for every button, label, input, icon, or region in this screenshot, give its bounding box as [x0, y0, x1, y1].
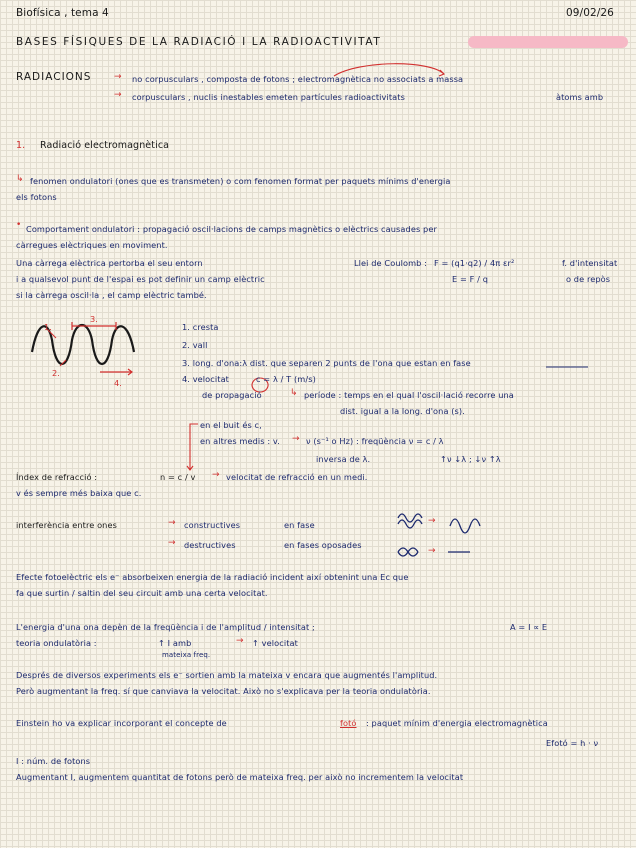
after-line2: Però augmentant la freq. sí que canviava la velocitat. Això no s'explicava per la teoria ondulatòria.	[16, 686, 431, 696]
arrow-icon: →	[236, 636, 244, 646]
refraction-formula: n = c / v	[160, 472, 196, 482]
foto-word: fotó	[340, 718, 357, 728]
destructive-desc: en fases oposades	[284, 540, 362, 550]
arrow-icon: →	[292, 434, 300, 444]
radiacions-line1: no corpusculars , composta de fotons ; electromagnètica no associats a massa	[132, 74, 464, 84]
constructive-desc: en fase	[284, 520, 315, 530]
inverse-text: inversa de λ.	[316, 454, 371, 464]
energy-line2d: ↑ velocitat	[252, 638, 298, 648]
wave-label-2: 2.	[52, 368, 61, 378]
section1-number: 1.	[16, 140, 26, 151]
wave-item-1: 1. cresta	[182, 322, 219, 332]
arrow-icon: →	[168, 538, 176, 548]
after-line1: Després de diversos experiments els e⁻ sortien amb la mateixa v encara que augmentés l'amplitud.	[16, 670, 438, 680]
frequency-text: ν (s⁻¹ o Hz) : freqüència ν = c / λ	[306, 436, 444, 446]
coulomb-formula: F = (q1·q2) / 4π εr²	[434, 258, 515, 268]
relations-text: ↑ν ↓λ ; ↓ν ↑λ	[440, 454, 501, 464]
period-text2: dist. igual a la long. d'ona (s).	[340, 406, 465, 416]
arrow-icon: →	[168, 518, 176, 528]
other-media-text: en altres medis : v.	[200, 436, 280, 446]
destructive-label: destructives	[184, 540, 236, 550]
arrow-icon: ↳	[16, 174, 24, 184]
wave-label-1: 1.	[44, 322, 53, 332]
arrow-icon: →	[114, 72, 122, 82]
arrow-icon: →	[428, 546, 436, 556]
bullet-icon: •	[16, 220, 22, 230]
refraction-desc: velocitat de refracció en un medi.	[226, 472, 368, 482]
energy-line2: teoria ondulatòria :	[16, 638, 97, 648]
energy-formula: A = I ∝ E	[510, 622, 548, 632]
bracket-arrow	[190, 424, 198, 470]
arrow-icon: ↳	[290, 388, 298, 398]
velocity-formula: c = λ / T (m/s)	[256, 374, 316, 384]
radiacions-note: àtoms amb	[556, 92, 604, 102]
dual-line1: fenomen ondulatori (ones que es transmeten) o com fenomen format per paquets mínims d'energia	[30, 176, 451, 186]
constructive-label: constructives	[184, 520, 241, 530]
wave-label-4: 4.	[114, 378, 123, 388]
refraction-label: Índex de refracció :	[16, 472, 98, 482]
coulomb-label: Llei de Coulomb :	[354, 258, 428, 268]
section1-title: Radiació electromagnètica	[40, 140, 170, 151]
repos-note: o de repòs	[566, 274, 611, 284]
foto-formula: Efotó = h · ν	[546, 738, 599, 748]
charge-line2: i a qualsevol punt de l'espai es pot definir un camp elèctric	[16, 274, 265, 284]
radiacions-label: RADIACIONS	[16, 71, 92, 83]
constructive-wave-icon	[398, 514, 422, 522]
field-formula: E = F / q	[452, 274, 489, 284]
charge-line3: si la càrrega oscil·la , el camp elèctric també.	[16, 290, 207, 300]
vacuum-text: en el buit és c,	[200, 420, 262, 430]
date-header: 09/02/26	[566, 7, 614, 19]
arrow-icon: →	[212, 470, 220, 480]
arrow-icon: →	[428, 516, 436, 526]
comp-line2: càrregues elèctriques en moviment.	[16, 240, 168, 250]
refraction-line2: v és sempre més baixa que c.	[16, 488, 142, 498]
radiacions-line2: corpusculars , nuclis inestables emeten partícules radioactivitats	[132, 92, 405, 102]
num-line: I : núm. de fotons	[16, 756, 91, 766]
wave-item-2: 2. vall	[182, 340, 208, 350]
curved-arrow	[334, 64, 444, 76]
charge-line1: Una càrrega elèctrica pertorba el seu entorn	[16, 258, 203, 268]
energy-line1: L'energia d'una ona depèn de la freqüència i de l'amplitud / intensitat ;	[16, 622, 315, 632]
constructive-result-icon	[450, 519, 480, 533]
arrow-icon: →	[114, 90, 122, 100]
wave-label-3: 3.	[90, 314, 99, 324]
einstein-line: Einstein ho va explicar incorporant el concepte de	[16, 718, 227, 728]
photoelectric-line2: fa que surtin / saltin del seu circuit amb una certa velocitat.	[16, 588, 268, 598]
comp-line1: Comportament ondulatori : propagació oscil·lacions de camps magnètics o elèctrics causades per	[26, 224, 437, 234]
energy-line2b: ↑ I amb	[158, 638, 192, 648]
wave-item-4: 4. velocitat	[182, 374, 229, 384]
subject-header: Biofísica , tema 4	[16, 7, 109, 19]
foto-definition: : paquet mínim d'energia electromagnètica	[366, 718, 548, 728]
period-text: període : temps en el qual l'oscil·lació recorre una	[304, 390, 514, 400]
wave-item-5: de propagació	[202, 390, 262, 400]
dual-line2: els fotons	[16, 192, 57, 202]
page-title: BASES FÍSIQUES DE LA RADIACIÓ I LA RADIOACTIVITAT	[16, 36, 382, 48]
final-line: Augmentant I, augmentem quantitat de fotons però de mateixa freq. per això no incrementem la velocitat	[16, 772, 464, 782]
energy-line2c: mateixa freq.	[162, 651, 211, 659]
photoelectric-line1: Efecte fotoelèctric els e⁻ absorbeixen energia de la radiació incident així obtenint una Ec que	[16, 572, 409, 582]
interference-label: interferència entre ones	[16, 520, 117, 530]
intensity-note: f. d'intensitat	[562, 258, 618, 268]
wave-item-3: 3. long. d'ona:λ dist. que separen 2 punts de l'ona que estan en fase	[182, 358, 471, 368]
